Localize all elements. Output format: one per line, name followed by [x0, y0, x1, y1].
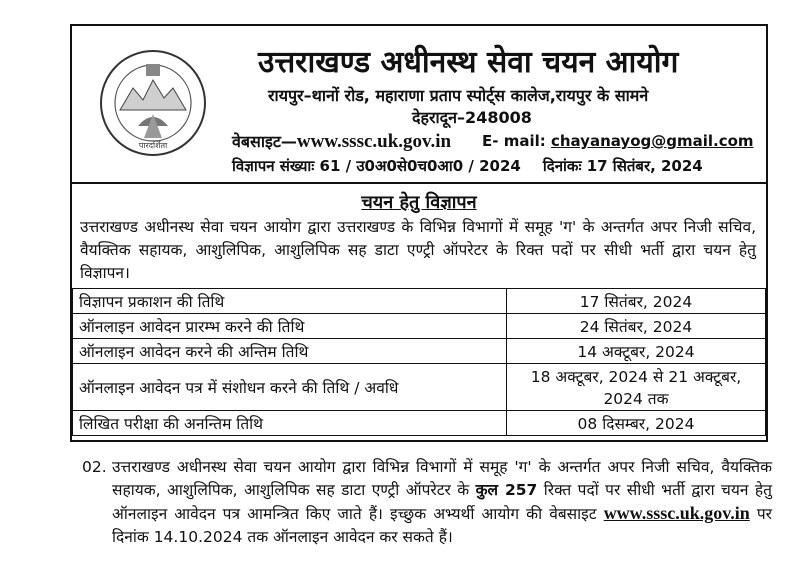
advertisement-info [232, 156, 703, 176]
notice-title-text: चयन हेतु विज्ञापन [361, 192, 477, 213]
schedule-label: ऑनलाइन आवेदन करने की अन्तिम तिथि [73, 339, 507, 364]
schedule-value: 24 सितंबर, 2024 [507, 314, 766, 339]
vacancy-count: कुल 257 [475, 481, 538, 499]
table-row [73, 411, 766, 436]
schedule-label: ऑनलाइन आवेदन पत्र में संशोधन करने की तिथि / अवधि [73, 364, 507, 411]
point-text-c: पर दिनांक 14.10.2024 तक ऑनलाइन आवेदन कर सकते हैं। [112, 505, 772, 546]
advertisement-date: दिनांकः 17 सितंबर, 2024 [542, 157, 703, 175]
website-link-inline[interactable]: www.sssc.uk.gov.in [603, 503, 750, 523]
address-line-2: देहरादून–248008 [412, 108, 532, 127]
address-line-1: रायपुर–थानों रोड, महाराणा प्रताप स्पोर्ट्स कालेज,रायपुर के सामने [268, 86, 649, 105]
seal-caption: पारदर्शिता [138, 141, 168, 150]
table-row [73, 289, 766, 314]
schedule-value: 17 सितंबर, 2024 [507, 289, 766, 314]
table-row [73, 339, 766, 364]
schedule-value: 18 अक्टूबर, 2024 से 21 अक्टूबर, 2024 तक [507, 364, 766, 411]
org-title: उत्तराखण्ड अधीनस्थ सेवा चयन आयोग [258, 45, 679, 80]
table-row [73, 314, 766, 339]
email-label: E- mail: [482, 132, 551, 150]
seal-icon [98, 48, 208, 158]
schedule-value: 08 दिसम्बर, 2024 [507, 411, 766, 436]
schedule-label: ऑनलाइन आवेदन प्रारम्भ करने की तिथि [73, 314, 507, 339]
notice-title [72, 190, 766, 214]
notice-paragraph: उत्तराखण्ड अधीनस्थ सेवा चयन आयोग द्वारा उत्तराखण्ड के विभिन्न विभागों में समूह 'ग' के अन्तर्गत अपर निजी सचिव, वैयक्तिक सहायक, आशुलिपिक, आशुलिपिक सह डाटा एण्ट्री ऑपरेटर के रिक्त पदों पर सीधी भर्ती द्वारा चयन हेतु विज्ञापन। [80, 218, 756, 282]
point-text-b: रिक्त पदों पर सीधी भर्ती द्वारा चयन हेतु ऑनलाइन आवेदन पत्र आमन्त्रित किए जाते हैं। इच्छुक अभ्यर्थी आयोग की वेबसाइट [112, 481, 772, 523]
advertisement-number: विज्ञापन संख्याः 61 / उ0अ0से0च0आ0 / 2024 [232, 157, 521, 175]
letterhead [70, 24, 768, 184]
point-text-a: उत्तराखण्ड अधीनस्थ सेवा चयन आयोग द्वारा विभिन्न विभागों में समूह 'ग' के अन्तर्गत अपर निजी सचिव, वैयक्तिक सहायक, आशुलिपिक, आशुलिपिक सह डाटा एण्ट्री ऑपरेटर के [112, 458, 772, 499]
table-row [73, 364, 766, 411]
website-link[interactable]: www.sssc.uk.gov.in [296, 131, 452, 152]
schedule-value: 14 अक्टूबर, 2024 [507, 339, 766, 364]
schedule-label: लिखित परीक्षा की अनन्तिम तिथि [73, 411, 507, 436]
point-number: 02. [82, 458, 107, 476]
email-row [482, 132, 754, 150]
notice-box [70, 184, 768, 442]
website-label: वेबसाइट— [232, 132, 297, 151]
website-row [232, 130, 451, 153]
email-link[interactable]: chayanayog@gmail.com [550, 132, 754, 150]
schedule-label: विज्ञापन प्रकाशन की तिथि [73, 289, 507, 314]
point-02-text [112, 456, 772, 549]
schedule-table [72, 288, 766, 436]
